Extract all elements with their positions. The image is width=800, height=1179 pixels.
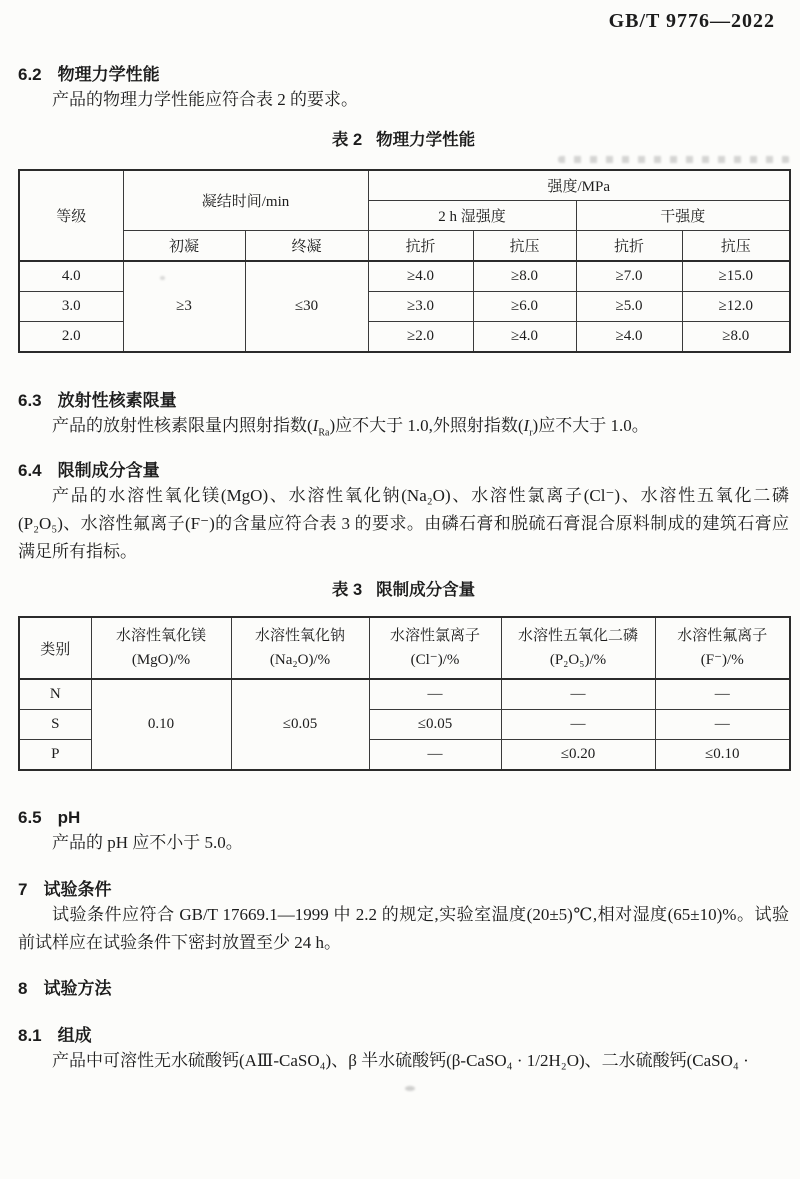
t3-header-na2o-name: 水溶性氧化钠 (254, 628, 345, 645)
section-8-1-heading (18, 1025, 789, 1047)
table-3-header-row (19, 617, 790, 679)
text-segment: )应不大于 1.0。 (532, 416, 649, 435)
section-title: pH (57, 808, 81, 828)
section-6-3-heading (18, 390, 789, 412)
t2-initial-set-value: ≥3 (123, 261, 245, 352)
t3-f-cell: — (655, 679, 790, 710)
t3-mgo-value: 0.10 (91, 679, 231, 770)
section-6-5-paragraph: 产品的 pH 应不小于 5.0。 (52, 833, 243, 853)
section-6-3-paragraph (18, 412, 789, 447)
t2-grade-cell: 4.0 (19, 261, 123, 292)
t2-final-set-value: ≤30 (245, 261, 368, 352)
section-6-5-heading (18, 807, 789, 829)
t2-header-grade: 等级 (19, 170, 123, 261)
section-title: 限制成分含量 (57, 461, 160, 481)
t2-header-wet-strength: 2 h 湿强度 (368, 201, 576, 231)
t3-category-cell: N (19, 679, 91, 710)
t3-f-cell: — (655, 710, 790, 740)
t3-header-mgo-name: 水溶性氧化镁 (115, 628, 206, 645)
section-6-4-heading (18, 460, 789, 482)
table-2-caption (18, 129, 789, 151)
t2-wet-comp-cell: ≥6.0 (473, 292, 576, 322)
t3-f-cell: ≤0.10 (655, 740, 790, 771)
t2-dry-flex-cell: ≥5.0 (576, 292, 682, 322)
t3-header-p2o5-name: 水溶性五氧化二磷 (517, 628, 638, 645)
scan-artifact (405, 1086, 415, 1091)
section-number: 6.5 (18, 808, 42, 828)
section-number: 8 (18, 979, 28, 999)
section-number: 6.3 (18, 391, 42, 410)
t3-header-na2o-formula: (Na₂O)/% (269, 652, 331, 669)
section-8-1-paragraph: 产品中可溶性无水硫酸钙(AⅢ-CaSO₄)、β 半水硫酸钙(β-CaSO₄ · 1/2H₂O)、二水硫酸钙(CaSO₄ · (52, 1051, 749, 1071)
t2-header-strength: 强度/MPa (368, 170, 790, 201)
table-2-physical-mechanical-properties (18, 169, 791, 353)
t3-category-cell: P (19, 740, 91, 771)
table-3-caption-label: 表 3 (331, 581, 363, 600)
t3-category-cell: S (19, 710, 91, 740)
t3-cl-cell: — (369, 679, 501, 710)
t2-dry-comp-cell: ≥15.0 (682, 261, 790, 292)
section-6-2-paragraph: 产品的物理力学性能应符合表 2 的要求。 (52, 90, 358, 109)
t3-header-na2o (231, 617, 369, 679)
t2-header-initial-set: 初凝 (123, 231, 245, 262)
t2-header-dry-strength: 干强度 (576, 201, 790, 231)
t3-header-category: 类别 (19, 617, 91, 679)
section-number: 6.4 (18, 461, 42, 481)
t3-p2o5-cell: ≤0.20 (501, 740, 655, 771)
section-7-paragraph: 试验条件应符合 GB/T 17669.1—1999 中 2.2 的规定,实验室温度(20±5)℃,相对湿度(65±10)%。试验前试样应在试验条件下密封放置至少 24 h。 (18, 905, 789, 953)
section-title: 放射性核素限量 (57, 391, 177, 410)
subscript-Ra: Ra (318, 427, 330, 439)
section-6-4-paragraph: 产品的水溶性氧化镁(MgO)、水溶性氧化钠(Na₂O)、水溶性氯离子(Cl⁻)、水溶性五氧化二磷(P₂O₅)、水溶性氟离子(F⁻)的含量应符合表 3 的要求。由磷石膏和脱硫石膏混合原料制成的建筑石膏应满足所有指标。 (18, 486, 789, 562)
t2-wet-comp-cell: ≥8.0 (473, 261, 576, 292)
section-number: 8.1 (18, 1026, 42, 1046)
t2-dry-flex-cell: ≥4.0 (576, 322, 682, 353)
subscript-r: r (529, 427, 533, 439)
t3-header-p2o5-formula: (P₂O₅)/% (549, 652, 607, 669)
t2-header-wet-flexural: 抗折 (368, 231, 473, 262)
section-7-heading (18, 879, 789, 901)
t2-wet-flex-cell: ≥2.0 (368, 322, 473, 353)
t3-p2o5-cell: — (501, 710, 655, 740)
t3-na2o-value: ≤0.05 (231, 679, 369, 770)
table-3-caption-title: 限制成分含量 (376, 581, 476, 600)
table-3-restricted-component-content (18, 616, 791, 771)
variable-I: I (312, 416, 319, 435)
t2-header-wet-compressive: 抗压 (473, 231, 576, 262)
text-segment: )应不大于 1.0,外照射指数( (329, 416, 524, 435)
section-number: 7 (18, 880, 28, 900)
t2-wet-flex-cell: ≥3.0 (368, 292, 473, 322)
t3-header-p2o5 (501, 617, 655, 679)
t3-header-cl-name: 水溶性氯离子 (389, 628, 480, 645)
t2-dry-flex-cell: ≥7.0 (576, 261, 682, 292)
table-row (19, 261, 790, 292)
table-2-header-row-1 (19, 170, 790, 201)
t2-header-dry-compressive: 抗压 (682, 231, 790, 262)
t3-header-f-name: 水溶性氟离子 (677, 628, 768, 645)
t2-wet-comp-cell: ≥4.0 (473, 322, 576, 353)
table-2-header-row-3 (19, 231, 790, 262)
t2-dry-comp-cell: ≥8.0 (682, 322, 790, 353)
table-3-caption (18, 579, 789, 601)
t2-header-dry-flexural: 抗折 (576, 231, 682, 262)
document-content (18, 0, 789, 1075)
t2-grade-cell: 2.0 (19, 322, 123, 353)
section-title: 试验条件 (43, 880, 112, 900)
section-title: 试验方法 (43, 979, 112, 999)
t3-header-cl (369, 617, 501, 679)
t3-header-cl-formula: (Cl⁻)/% (410, 652, 460, 669)
t3-header-mgo (91, 617, 231, 679)
t2-header-final-set: 终凝 (245, 231, 368, 262)
t3-header-f (655, 617, 790, 679)
section-6-2-heading (18, 64, 789, 86)
section-8-heading (18, 978, 789, 1000)
t3-header-mgo-formula: (MgO)/% (131, 652, 191, 669)
t2-grade-cell: 3.0 (19, 292, 123, 322)
table-row (19, 679, 790, 710)
t3-header-f-formula: (F⁻)/% (700, 652, 744, 669)
t2-dry-comp-cell: ≥12.0 (682, 292, 790, 322)
t3-cl-cell: ≤0.05 (369, 710, 501, 740)
section-title: 物理力学性能 (57, 65, 160, 84)
section-title: 组成 (57, 1026, 92, 1046)
section-number: 6.2 (18, 65, 42, 84)
table-2-caption-label: 表 2 (331, 131, 363, 149)
table-2-caption-title: 物理力学性能 (376, 131, 476, 149)
t2-wet-flex-cell: ≥4.0 (368, 261, 473, 292)
t2-header-setting-time: 凝结时间/min (123, 170, 368, 231)
t3-cl-cell: — (369, 740, 501, 771)
t3-p2o5-cell: — (501, 679, 655, 710)
standard-number: GB/T 9776—2022 (608, 10, 775, 32)
text-segment: 产品的放射性核素限量内照射指数( (52, 416, 313, 435)
variable-I: I (523, 416, 530, 435)
